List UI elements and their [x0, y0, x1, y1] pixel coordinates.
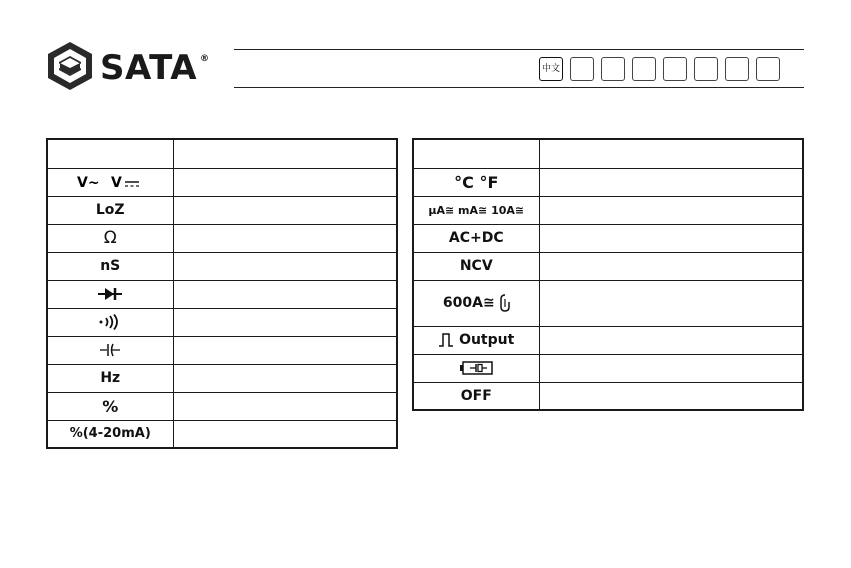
- description-cell: [173, 420, 397, 448]
- header-rule-top: [234, 49, 804, 50]
- table-header-row: [413, 139, 803, 168]
- description-cell: [173, 392, 397, 420]
- language-button-8[interactable]: [756, 57, 780, 81]
- ohm-icon: Ω: [47, 224, 173, 252]
- table-row: [47, 420, 397, 448]
- language-button-zh[interactable]: 中文: [539, 57, 563, 81]
- table-row: [47, 196, 397, 224]
- table-row: [413, 224, 803, 252]
- left-symbol-table: [46, 138, 398, 449]
- table-row: [413, 382, 803, 410]
- output-label: Output: [459, 332, 515, 348]
- table-row: [47, 364, 397, 392]
- table-row: [47, 224, 397, 252]
- table-row: [413, 354, 803, 382]
- table-row: [47, 252, 397, 280]
- symbol-cell: NCV: [413, 252, 539, 280]
- sata-hexagon-icon: [44, 40, 96, 92]
- description-cell: [539, 168, 803, 196]
- description-cell: [173, 336, 397, 364]
- clamp-icon: [413, 280, 539, 326]
- svg-text:V: V: [111, 175, 123, 190]
- sata-logo: [44, 40, 214, 100]
- table-row: [413, 168, 803, 196]
- registered-mark: ®: [200, 54, 209, 64]
- current-icon: μA≅ mA≅ 10A≅: [413, 196, 539, 224]
- ac-dc-voltage-icon: [47, 168, 173, 196]
- table-row: [47, 308, 397, 336]
- symbol-cell: %(4-20mA): [47, 420, 173, 448]
- description-cell: [173, 196, 397, 224]
- description-cell: [539, 196, 803, 224]
- description-cell: [539, 382, 803, 410]
- symbol-cell: OFF: [413, 382, 539, 410]
- language-button-6[interactable]: [694, 57, 718, 81]
- table-row: [47, 392, 397, 420]
- symbol-cell: LoZ: [47, 196, 173, 224]
- diode-icon: [47, 280, 173, 308]
- clamp-current-label: 600A≅: [442, 295, 495, 311]
- header-cell-symbol: [47, 139, 173, 168]
- description-cell: [173, 224, 397, 252]
- language-button-5[interactable]: [663, 57, 687, 81]
- language-selector: [539, 57, 780, 81]
- temperature-icon: °C °F: [413, 168, 539, 196]
- header-cell-description: [173, 139, 397, 168]
- description-cell: [539, 354, 803, 382]
- right-symbol-table: [412, 138, 804, 411]
- table-row: [47, 336, 397, 364]
- header-cell-description: [539, 139, 803, 168]
- header-cell-symbol: [413, 139, 539, 168]
- battery-icon: [413, 354, 539, 382]
- table-row: [413, 326, 803, 354]
- table-row: [47, 280, 397, 308]
- symbol-cell: AC+DC: [413, 224, 539, 252]
- brand-name: SATA: [100, 48, 198, 88]
- language-button-2[interactable]: [570, 57, 594, 81]
- capacitor-icon: [47, 336, 173, 364]
- table-row: [413, 196, 803, 224]
- description-cell: [539, 252, 803, 280]
- symbol-cell: %: [47, 392, 173, 420]
- description-cell: [539, 280, 803, 326]
- square-wave-output: [413, 326, 539, 354]
- table-row: [47, 168, 397, 196]
- continuity-icon: [47, 308, 173, 336]
- description-cell: [173, 364, 397, 392]
- table-header-row: [47, 139, 397, 168]
- language-button-4[interactable]: [632, 57, 656, 81]
- svg-text:V~: V~: [77, 175, 100, 190]
- table-row: [413, 252, 803, 280]
- header-rule-bottom: [234, 87, 804, 88]
- square-wave-icon: [438, 332, 454, 348]
- language-button-7[interactable]: [725, 57, 749, 81]
- description-cell: [173, 280, 397, 308]
- clamp-jaw-icon: [500, 294, 510, 312]
- description-cell: [173, 168, 397, 196]
- description-cell: [539, 326, 803, 354]
- language-button-3[interactable]: [601, 57, 625, 81]
- description-cell: [539, 224, 803, 252]
- symbol-cell: Hz: [47, 364, 173, 392]
- description-cell: [173, 308, 397, 336]
- table-row: [413, 280, 803, 326]
- description-cell: [173, 252, 397, 280]
- symbol-cell: nS: [47, 252, 173, 280]
